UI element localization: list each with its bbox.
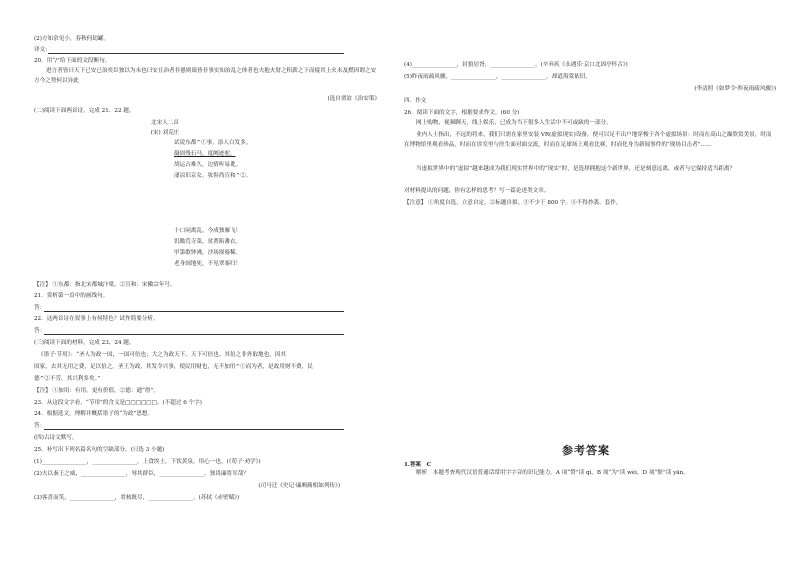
section-3-heading: (三)阅读下面的材料，完成 23、24 题。 — [34, 340, 135, 346]
section-4-heading: (四)古诗文默写。 — [34, 435, 78, 441]
question-line: (2)方知余见小，春秋何劫罐。 — [34, 36, 110, 42]
answer-label: 答： — [34, 423, 46, 429]
answer-line — [44, 334, 344, 335]
mozi-text-3: 德^②不劳，其兴利多矣。” — [34, 376, 101, 382]
answer-line — [44, 311, 344, 312]
fill-blank-2: (2)夫以秦王之威，________________，辱其群臣，________________，独畏廉将军哉？ — [34, 471, 249, 477]
mozi-text-1: 《墨子·节用》：“圣人为政一国，一国可倍也；大之为政天下，天下可倍也。其倍之非外取地也，因其 — [38, 352, 286, 358]
question-22: 22．这两首诗在叙事上有何特色？试作简要分析。 — [34, 316, 159, 322]
question-26: 26．阅读下面的文字，根据要求作文。(60 分) — [404, 110, 520, 116]
section-essay-heading: 四．作文 — [404, 98, 427, 104]
essay-requirements: 【注意】 ①角度自选，立意自定。②标题自拟。③不少于 800 字。④不得抄袭、套作。 — [404, 200, 622, 206]
mozi-note: 【注】 ①加用：有用，更有价值。②德：通“得”。 — [34, 388, 159, 394]
answer-label: 答： — [34, 328, 46, 334]
essay-paragraph-2: 业内人士指出，不远的将来，我们只需在家里安装 VR(虚拟现实)设备，便可以足不出户地穿梭于各个虚拟场景：时而在高山之巅欣赏美景，时而在博物馆里观看珍品，时而在诊室里与医生面对面交流，时而在足球场上观看比赛，时而化身为新闻事件的“现场目击者”…… — [404, 132, 772, 148]
poem-line: 十口同离乱，今成独雁飞！ — [174, 228, 242, 234]
poem-line: 胡运占难久，边情听易讹。 — [174, 162, 242, 168]
mozi-text-2: 国家，去其无用之费，足以倍之。圣王为政，其发令兴事，使民用财也，无不加用^①而为者，是故用财不费，民 — [34, 364, 313, 370]
poem-line-underlined: 凝固残石马，度阙迹驼。 — [174, 151, 236, 157]
essay-paragraph-1: 网上购物，视频聊天，线上娱乐，已成为当下很多人生活中不可或缺的一部分。 — [416, 120, 612, 126]
fill-blank-5-source: (李清照《如梦令·昨夜雨疏风骤》) — [694, 86, 776, 92]
poem-line: 老身闽地死，不见翠銮归！ — [174, 261, 242, 267]
fill-blank-4: (4)________________，封狼居胥，________________。(辛弃疾《永遇乐·京口北固亭怀古》) — [404, 62, 628, 68]
question-24: 24．根据选文，理解并概括墨子的“为政”思想。 — [34, 411, 154, 417]
section-2-heading: (二)阅读下面两首诗，完成 21、22 题。 — [34, 108, 135, 114]
poem-note: 【注】 ①东都：指北宋都城汴梁。②宣和：宋徽宗年号。 — [34, 282, 176, 288]
fill-blank-3: (3)客喜而笑，________________，肴核既尽，________________。(苏轼《赤壁赋》) — [34, 495, 240, 501]
poem-author: (宋) 刘克庄 — [150, 130, 180, 136]
poem-title: 北宋人二首 — [151, 120, 179, 126]
answer-line — [48, 53, 344, 54]
fill-blank-5: (5)昨夜雨疏风骤，________________，________________，却道海棠依旧。 — [404, 74, 591, 80]
question-21: 21．赏析第一首中的画线句。 — [34, 293, 109, 299]
answer-line — [44, 429, 344, 430]
answer-label: 答： — [34, 305, 46, 311]
question-20-source: (选自贾谊《治安策》 — [327, 96, 380, 102]
answer-1-heading: 1.答案 C — [404, 462, 432, 468]
question-23: 23．从这段文字看，“节用”的含义是□□□□□□。(不超过 6 个字) — [34, 400, 202, 406]
fill-blank-1: (1)________________，________________，上食埃土，下饮黄泉，用心一也。(《荀子·劝学》) — [34, 459, 261, 465]
fill-blank-2-source: (司马迁《史记·廉颇蔺相如列传》) — [258, 483, 340, 489]
essay-paragraph-3: 当虚拟世界中的“虚拟”越来越成为我们现实世界中的“现实”时，是选择拥抱这个新世界，还是刻意远离，或者与它保持适当距离？ — [416, 166, 736, 172]
poem-line: 试说东都^①事，添人白发多。 — [174, 140, 252, 146]
poem-line: 凄凉旧京女，妆髻尚宣和^②。 — [174, 173, 252, 179]
question-25: 25．补写出下列名篇名句的空缺部分。(只选 3 小题) — [34, 447, 165, 453]
poem-line: 饥锄荒寺菜，贫著陷蕃衣。 — [174, 239, 242, 245]
answers-title: 参考答案 — [562, 444, 610, 457]
poem-line: 甲第歌钟沸，沙场探骑稀。 — [174, 250, 242, 256]
poem-1 — [174, 140, 251, 180]
translation-label: 译文： — [34, 47, 51, 53]
answer-1-explanation: 解析 本题考查现代汉语普通话常用字字音的识记能力。A 项“赞”读 qì，B 项“为”读 wèi，D 项“恹”读 yān。 — [416, 470, 689, 476]
essay-paragraph-4: 对材料提出的问题，你有怎样的思考？写一篇论述类文章。 — [404, 188, 550, 194]
question-20-text: 进言者皆曰天下已安已治矣臣独以为未也曰安且治者非愚则谀皆非事实知治乱之体者也夫抱火厝之积薪之下而寝其上火未及燃因谓之安方今之势何以异此 — [34, 68, 377, 84]
poem-2 — [174, 228, 241, 268]
question-20: 20．用“/”给下面的文段断句。 — [34, 58, 111, 64]
